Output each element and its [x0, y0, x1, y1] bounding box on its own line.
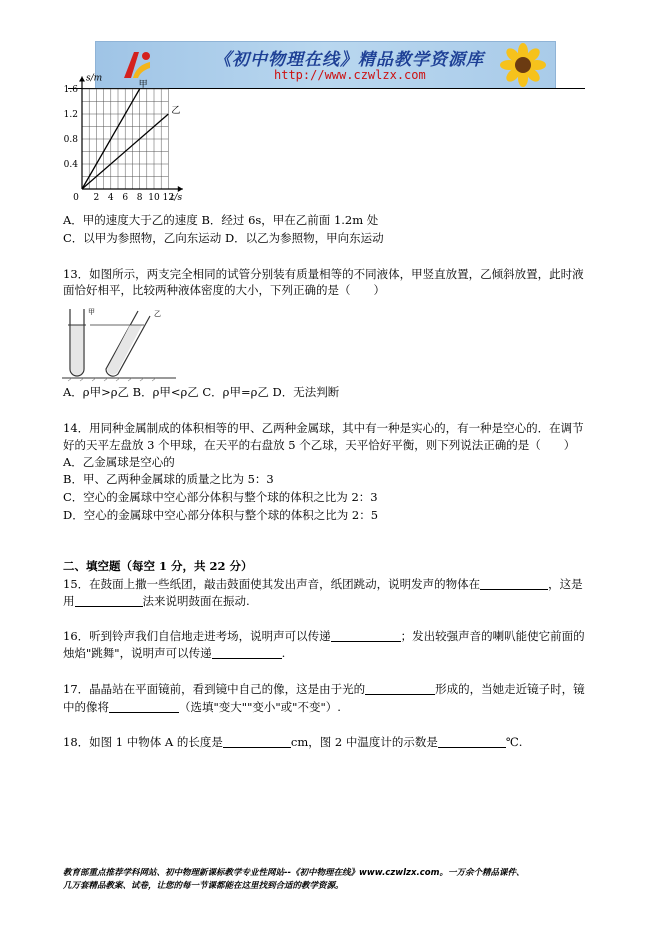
footer-line2: 几万套精品教案、试卷，让您的每一节课都能在这里找到合适的教学资源。 [63, 881, 344, 891]
banner-url[interactable]: http://www.czwlzx.com [274, 68, 426, 82]
header-banner [95, 41, 556, 89]
q18-text-2: cm，图 2 中温度计的示数是 [290, 735, 438, 749]
x-tick-label: 12 [162, 193, 175, 203]
y-tick-label: 1.2 [63, 110, 78, 120]
q17-text-1: 17．晶晶站在平面镜前，看到镜中自己的像，这是由于光的 [63, 682, 366, 696]
section-heading-fill-blank: 二、填空题（每空 1 分，共 22 分） [63, 559, 253, 573]
q16-blank-2[interactable] [212, 646, 282, 659]
test-tubes-figure [60, 303, 178, 381]
footer-line1: 教育部重点推荐学科网站、初中物理新课标教学专业性网站--《初中物理在线》www.czwlzx.com。一万余个精品课件、 [63, 868, 525, 878]
x-axis-arrow [178, 186, 183, 192]
x-tick-label: 8 [136, 193, 143, 203]
q17-blank-2[interactable] [109, 700, 179, 713]
q15-text-4: 法来说明鼓面在振动. [142, 594, 250, 608]
q14-stem-line1: 14．用同种金属制成的体积相等的甲、乙两种金属球，其中有一种是实心的，有一种是空心的．在调节 [63, 421, 584, 435]
q17-line1 [63, 682, 585, 697]
x-tick-label: 2 [93, 193, 100, 203]
x-tick-label: 4 [107, 193, 114, 203]
q16-text-2: ；发出较强声音的喇叭能使它前面的 [400, 629, 585, 643]
y-tick-label: 0.4 [63, 160, 78, 170]
q17-text-3: 中的像将 [63, 700, 109, 714]
q15-blank-2[interactable] [75, 594, 143, 607]
q16-text-4: . [281, 646, 286, 660]
q15-text-2: ，这是 [548, 577, 583, 591]
q14-option-c: C．空心的金属球中空心部分体积与整个球的体积之比为 2：3 [63, 490, 378, 504]
sunflower-icon [495, 44, 551, 86]
series-label-1: 乙 [171, 106, 181, 116]
q13-stem-line1: 13．如图所示，两支完全相同的试管分别装有质量相等的不同液体，甲竖直放置，乙倾斜放置，此时液 [63, 267, 584, 281]
q18-text-3: ℃. [505, 735, 523, 749]
q18-line [63, 735, 522, 750]
q17-text-4: （选填"变大""变小"或"不变"）. [179, 700, 341, 714]
q14-option-b: B．甲、乙两种金属球的质量之比为 5：3 [63, 472, 274, 486]
y-tick-label: 1.6 [63, 85, 78, 95]
q16-text-3: 烛焰"跳舞"，说明声可以传递 [63, 646, 212, 660]
x-tick-label: 0 [73, 193, 79, 203]
q15-line2 [63, 594, 250, 609]
q15-line1 [63, 577, 583, 592]
q13-stem-line2: 面恰好相平，比较两种液体密度的大小，下列正确的是（ ） [63, 283, 385, 297]
y-tick-label: 0.8 [63, 135, 78, 145]
q16-text-1: 16．听到铃声我们自信地走进考场，说明声可以传递 [63, 629, 331, 643]
q17-line2 [63, 700, 341, 715]
q16-line1 [63, 629, 585, 644]
q13-options: A．ρ甲>ρ乙 B．ρ甲<ρ乙 C．ρ甲=ρ乙 D．无法判断 [63, 385, 340, 399]
q16-line2 [63, 646, 285, 661]
site-logo-icon [120, 48, 154, 82]
y-axis-arrow [79, 77, 85, 82]
q18-text-1: 18．如图 1 中物体 A 的长度是 [63, 735, 223, 749]
x-axis-label: t/s [170, 193, 183, 203]
x-tick-label: 10 [148, 193, 160, 203]
q18-blank-2[interactable] [438, 735, 506, 748]
q16-blank-1[interactable] [331, 629, 401, 642]
q15-text-3: 用 [63, 594, 75, 608]
q18-blank-1[interactable] [223, 735, 291, 748]
q15-text-1: 15．在鼓面上撒一些纸团，敲击鼓面使其发出声音，纸团跳动，说明发声的物体在 [63, 577, 481, 591]
s-t-graph [58, 73, 208, 211]
q15-blank-1[interactable] [480, 577, 548, 590]
series-label-0: 甲 [138, 80, 148, 90]
q14-stem-line2: 好的天平左盘放 3 个甲球，在天平的右盘放 5 个乙球，天平恰好平衡，则下列说法正确的是（ ） [63, 438, 576, 452]
y-axis-label: s/m [86, 73, 103, 84]
tube-label-jia: 甲 [88, 308, 95, 316]
x-tick-label: 6 [122, 193, 129, 203]
q17-blank-1[interactable] [365, 682, 435, 695]
q12-options-ab: A．甲的速度大于乙的速度 B．经过 6s，甲在乙前面 1.2m 处 [63, 213, 379, 227]
q14-option-d: D．空心的金属球中空心部分体积与整个球的体积之比为 2：5 [63, 508, 379, 522]
q14-option-a: A．乙金属球是空心的 [63, 455, 175, 469]
tube-label-yi: 乙 [154, 310, 161, 318]
banner-title: 《初中物理在线》精品教学资源库 [214, 50, 484, 70]
q12-options-cd: C．以甲为参照物，乙向东运动 D．以乙为参照物，甲向东运动 [63, 231, 384, 245]
q17-text-2: 形成的，当她走近镜子时，镜 [435, 682, 585, 696]
